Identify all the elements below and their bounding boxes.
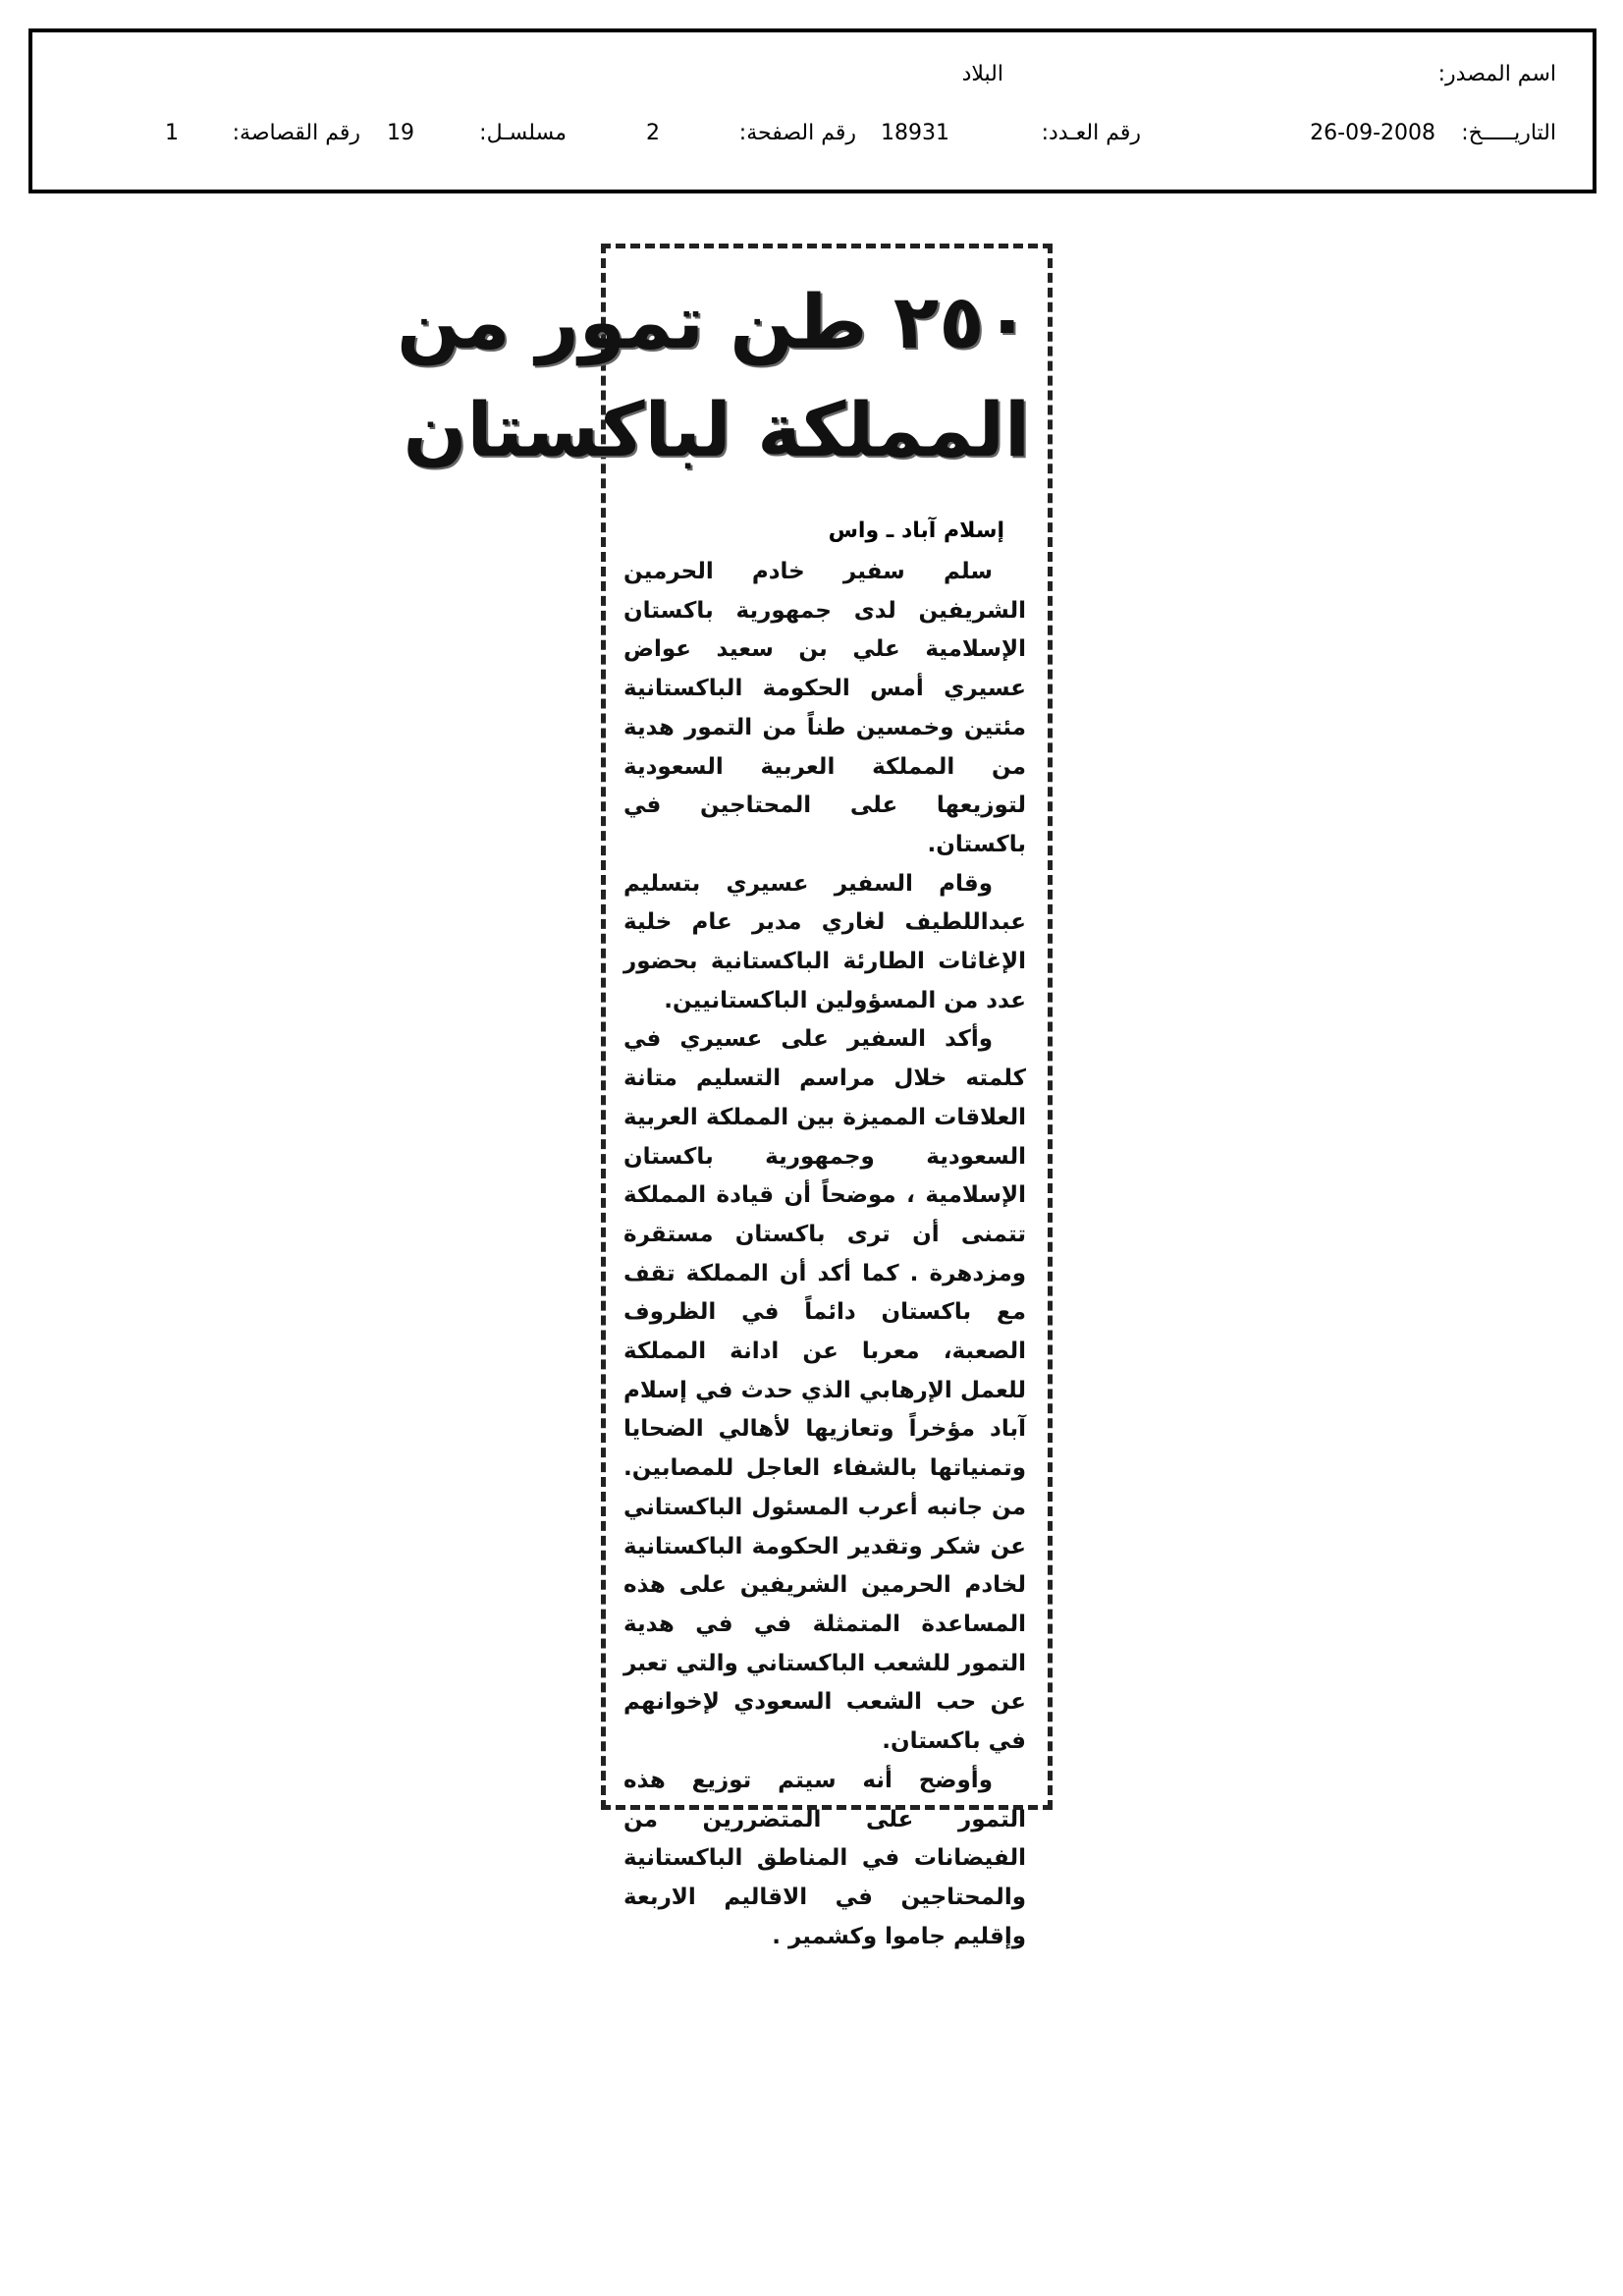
source-label: اسم المصدر: bbox=[1437, 62, 1556, 86]
source-metadata-box bbox=[28, 28, 1596, 193]
headline-line-2: المملكة لباكستان bbox=[403, 386, 1030, 473]
date-value: 26-09-2008 bbox=[1310, 121, 1435, 145]
headline-line-1: ٢٥٠ طن تمور من bbox=[397, 278, 1030, 365]
clip-label: رقم القصاصة: bbox=[232, 121, 360, 145]
serial-value: 19 bbox=[387, 121, 414, 145]
page-value: 2 bbox=[646, 121, 660, 145]
clip-value: 1 bbox=[165, 121, 179, 145]
serial-label: مسلسـل: bbox=[479, 121, 567, 145]
article-paragraph: سلم سفير خادم الحرمين الشريفين لدى جمهورية باكستان الإسلامية علي بن سعيد عواض عسيري أمس الحكومة الباكستانية مئتين وخمسين طناً من التمور هدية من المملكة العربية السعودية لتوزيعها على المحتاجين في باكستان. bbox=[623, 559, 1026, 857]
article-paragraph: وأكد السفير على عسيري في كلمته خلال مراسم التسليم متانة العلاقات المميزة بين المملكة العربية السعودية وجمهورية باكستان الإسلامية ، موضحاً أن قيادة المملكة تتمنى أن ترى باكستان مستقرة ومزدهرة . كما أكد أن المملكة تقف مع باكستان دائماً في الظروف الصعبة، معربا عن ادانة المملكة للعمل الإرهابي الذي حدث في إسلام آباد مؤخراً وتعازيها لأهالي الضحايا وتمنياتها بالشفاء العاجل للمصابين. من جانبه أعرب المسئول الباكستاني عن شكر وتقدير الحكومة الباكستانية لخادم الحرمين الشريفين على هذه المساعدة المتمثلة في في هدية التمور للشعب الباكستاني والتي تعبر عن حب الشعب السعودي لإخوانهم في باكستان. bbox=[623, 1026, 1026, 1755]
article-paragraph: وأوضح أنه سيتم توزيع هذه التمور على المتضررين من الفيضانات في المناطق الباكستانية والمحتاجين في الاقاليم الاربعة وإقليم جاموا وكشمير . bbox=[623, 1767, 1026, 1949]
article-paragraph: وقام السفير عسيري بتسليم عبداللطيف لغاري مدير عام خلية الإغاثات الطارئة الباكستانية بحضور عدد من المسؤولين الباكستانيين. bbox=[623, 870, 1026, 1013]
newspaper-clipping bbox=[397, 244, 1053, 1949]
dateline: إسلام آباد ـ واس bbox=[828, 519, 1004, 543]
issue-label: رقم العـدد: bbox=[1041, 121, 1141, 145]
issue-value: 18931 bbox=[881, 121, 949, 145]
source-value: البلاد bbox=[961, 62, 1003, 86]
page-label: رقم الصفحة: bbox=[738, 121, 856, 145]
date-label: التاريـــــخ: bbox=[1461, 121, 1556, 145]
article-body bbox=[623, 553, 1026, 1956]
